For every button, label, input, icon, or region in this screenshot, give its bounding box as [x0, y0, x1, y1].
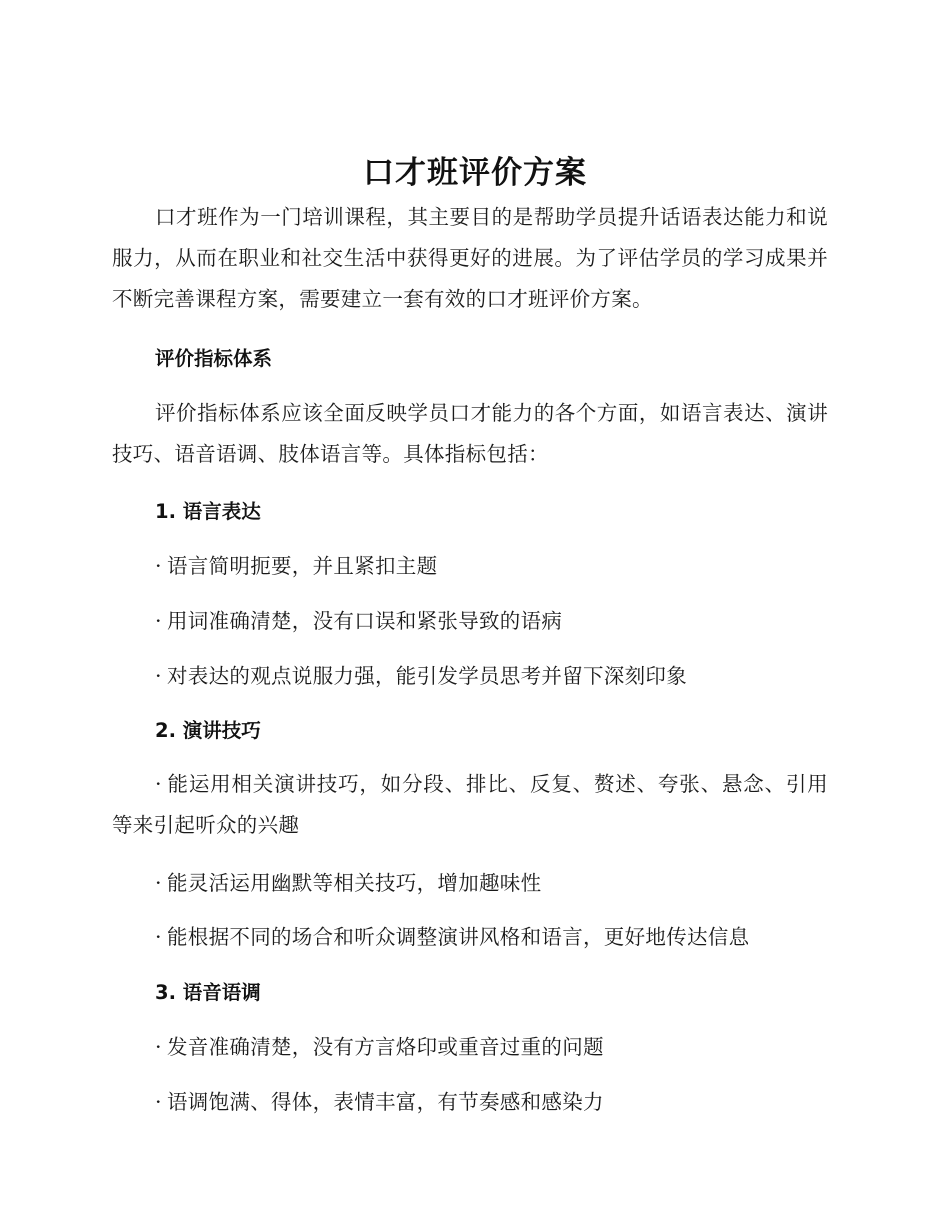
bullet-icon: ·	[155, 871, 162, 895]
section-heading: 评价指标体系	[155, 347, 273, 370]
list-item: · 发音准确清楚，没有方言烙印或重音过重的问题	[155, 1032, 604, 1062]
group-heading-voice: 3. 语音语调	[155, 981, 261, 1004]
list-item: · 用词准确清楚，没有口误和紧张导致的语病	[155, 606, 562, 636]
bullet-icon: ·	[155, 925, 162, 949]
list-item: · 能灵活运用幽默等相关技巧，增加趣味性	[155, 868, 541, 898]
bullet-icon: ·	[155, 772, 162, 796]
bullet-icon: ·	[155, 1035, 162, 1059]
group-heading-language: 1. 语言表达	[155, 500, 261, 523]
bullet-icon: ·	[155, 609, 162, 633]
list-item: · 能根据不同的场合和听众调整演讲风格和语言，更好地传达信息	[155, 922, 749, 952]
list-item: · 语调饱满、得体，表情丰富，有节奏感和感染力	[155, 1087, 604, 1117]
bullet-icon: ·	[155, 664, 162, 688]
list-item: · 语言简明扼要，并且紧扣主题	[155, 551, 437, 581]
intro-paragraph: 口才班作为一门培训课程，其主要目的是帮助学员提升话语表达能力和说服力，从而在职业和社交生活中获得更好的进展。为了评估学员的学习成果并不断完善课程方案，需要建立一套有效的口才班评价方案。	[112, 205, 828, 311]
group-heading-speech: 2. 演讲技巧	[155, 719, 261, 742]
section-paragraph: 评价指标体系应该全面反映学员口才能力的各个方面，如语言表达、演讲技巧、语音语调、肢体语言等。具体指标包括：	[112, 401, 828, 466]
bullet-icon: ·	[155, 554, 162, 578]
page-title: 口才班评价方案	[363, 155, 587, 191]
bullet-icon: ·	[155, 1090, 162, 1114]
list-item: · 对表达的观点说服力强，能引发学员思考并留下深刻印象	[155, 661, 687, 691]
list-item: · 能运用相关演讲技巧，如分段、排比、反复、赘述、夸张、悬念、引用等来引起听众的兴趣	[112, 764, 828, 846]
